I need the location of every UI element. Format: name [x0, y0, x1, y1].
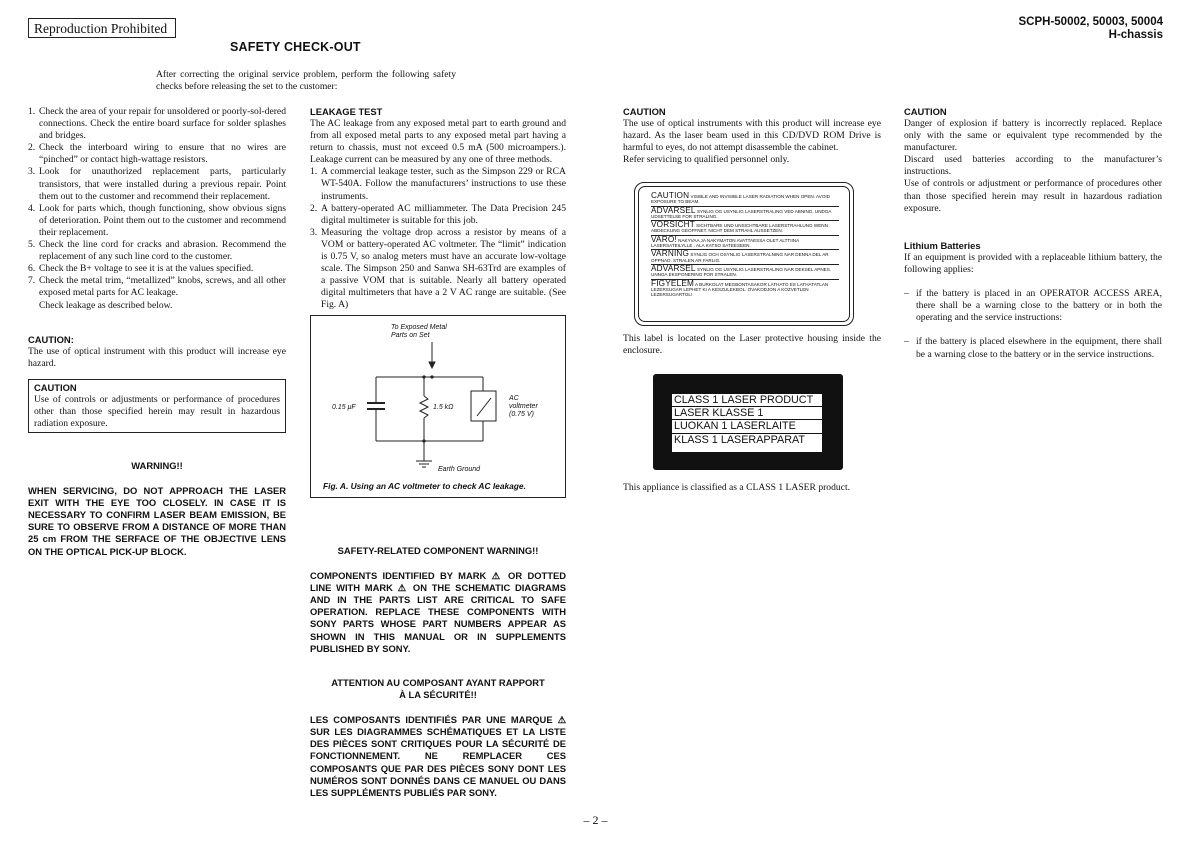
- safety-component-warning: [310, 545, 566, 655]
- lithium-list: [904, 288, 1162, 324]
- caution-text-2: Refer servicing to qualified personnel only.: [623, 154, 790, 166]
- list-item: – if the battery is placed elsewhere in the equipment, there shall be a warning close to the battery or in the service instructions.: [904, 336, 1162, 360]
- lithium-intro: If an equipment is provided with a replaceable lithium battery, the following applies:: [904, 252, 1162, 276]
- leakage-methods: [310, 166, 566, 311]
- safety-fr-heading-2: À LA SÉCURITÉ!!: [399, 689, 477, 701]
- laser-label-line: KLASS 1 LASERAPPARAT: [674, 433, 806, 446]
- warning-label-row: FIGYELEM A BURKOLAT MEGBONTASAKOR LATHATO ES LATHATATLAN LEZERSUGAR LEPHET KI A KESZULEKBOL. OVAKODJON A KOZVETLEN LEZERSUGARTOL!: [651, 278, 829, 298]
- reproduction-stamp: Reproduction Prohibited: [28, 18, 176, 38]
- voltmeter-box: [471, 391, 496, 421]
- figure-caption: Fig. A. Using an AC voltmeter to check AC leakage.: [323, 481, 526, 491]
- safety-fr-heading-1: ATTENTION AU COMPOSANT AYANT RAPPORT: [331, 677, 545, 688]
- list-item: 4. Look for parts which, though functioning, show obvious signs of deterioration. Point them out to the customer and recommend their replacement.: [28, 202, 286, 238]
- list-item: 6. Check the B+ voltage to see it is at the values specified.: [28, 263, 254, 275]
- list-item: 3. Measuring the voltage drop across a resistor by means of a VOM or battery-operated AC voltmeter. The “limit” indication is 0.75 V, so analog meters must have an accurate low-voltage scale. The Simpson 250 and Sanwa SH-63Trd are examples of a passive VOM that is suitable. Nearly all battery operated digital multimeters that have a 2 V AC range are suitable. (See Fig. A): [310, 226, 566, 311]
- junction-dot: [422, 375, 425, 378]
- voltmeter-needle: [477, 398, 491, 416]
- laser-label-line: CLASS 1 LASER PRODUCT: [672, 394, 822, 407]
- caution-optical: [28, 334, 286, 370]
- list-item: 7. Check the metal trim, “metallized” knobs, screws, and all other exposed metal parts for AC leakage.: [28, 275, 286, 299]
- warning-heading: WARNING!!: [131, 460, 183, 471]
- intro-paragraph: After correcting the original service problem, perform the following safety checks before releasing the set to the customer:: [156, 69, 456, 93]
- checklist-section: [28, 106, 286, 312]
- model-header: [1019, 16, 1164, 42]
- caution-box-text: Use of controls or adjustments or performance of procedures other than those specified herein may result in hazardous radiation exposure.: [34, 394, 280, 430]
- laser-label-line: LASER KLASSE 1: [672, 407, 822, 420]
- caution-box: [28, 379, 286, 433]
- safety-text: COMPONENTS IDENTIFIED BY MARK ⚠ OR DOTTED LINE WITH MARK ⚠ ON THE SCHEMATIC DIAGRAMS AND IN THE PARTS LIST ARE CRITICAL TO SAFE OPERATION. REPLACE THESE COMPONENTS WITH SONY PARTS WHOSE PART NUMBERS APPEAR AS SHOWN IN THIS MANUAL OR IN SUPPLEMENTS PUBLISHED BY SONY.: [310, 570, 566, 654]
- caution-text-3: Use of controls or adjustment or performance of procedures other than those specified herein may result in hazardous radiation exposure.: [904, 178, 1162, 214]
- caution-battery-section: [904, 106, 1162, 215]
- list-item: 2. A battery-operated AC milliammeter. The Data Precision 245 digital multimeter is suitable for this job.: [310, 202, 566, 226]
- list-item: – if the battery is placed in an OPERATOR ACCESS AREA, there shall be a warning close to the battery or in both the operating and the service instructions:: [904, 288, 1162, 324]
- list-item: 1. A commercial leakage tester, such as the Simpson 229 or RCA WT-540A. Follow the manufacturers’ instructions to use these instruments.: [310, 166, 566, 202]
- warning-label-row: ADVARSEL SYNLIG OG USYNLIG LASERSTRALING NAR DEKSEL APNES. UNNGA EKSPONERING FOR STRALEN.: [651, 265, 839, 280]
- caution-text-2: Discard used batteries according to the manufacturer’s instructions.: [904, 154, 1162, 178]
- label-location-note: This label is located on the Laser protective housing inside the enclosure.: [623, 333, 881, 357]
- arrow-icon: [429, 362, 435, 368]
- checklist-tail: Check leakage as described below.: [39, 299, 173, 311]
- list-item: 3. Look for unauthorized replacement parts, particularly transistors, that were installed during a previous repair. Point them out to the customer and recommend their replacement.: [28, 166, 286, 202]
- warning-label-row: VARNING SYNLIG OCH OSYNLIG LASERSTRALNING NAR DENNA DEL AR OPPNAD. STRALEN AR FARLIG.: [651, 250, 839, 265]
- page-title: SAFETY CHECK-OUT: [230, 40, 361, 54]
- lithium-list: [904, 336, 1162, 360]
- leakage-intro: The AC leakage from any exposed metal part to earth ground and from all exposed metal parts to any exposed metal part having a return to chassis, must not exceed 0.5 mA (500 microampers.). Leakage current can be measured by any one of three methods.: [310, 118, 566, 166]
- leakage-test-section: [310, 106, 566, 312]
- warning-label-row: VORSICHT SICHTBARE UND UNSICHTBARE LASERSTRAHLUNG WENN ABDECKUNG GEOFFNET. NICHT DEM STRAHL AUSSETZEN.: [651, 221, 839, 236]
- caution-text: The use of optical instruments with this product will increase eye hazard. As the laser beam used in this CD/DVD ROM Drive is harmful to eyes, do not attempt disassemble the cabinet.: [623, 118, 881, 154]
- resistor-zigzag: [420, 396, 428, 418]
- safety-fr-text: LES COMPOSANTS IDENTIFIÉS PAR UNE MARQUE ⚠ SUR LES DIAGRAMMES SCHÉMATIQUES ET LA LISTE DES PIÈCES SONT CRITIQUES POUR LA SÉCURITÉ DE FONCTIONNEMENT. NE REMPLACER CES COMPOSANTS QUE PAR DES PIÈCES SONY DONT LES NUMÉROS SONT DONNÉS DANS CE MANUEL OU DANS LES SUPPLÉMENTS PUBLIÉS PAR SONY.: [310, 714, 566, 798]
- class1-laser-label: [653, 374, 843, 470]
- class-note: This appliance is classified as a CLASS 1 LASER product.: [623, 482, 851, 493]
- page-number: – 2 –: [583, 813, 608, 827]
- list-item: 2. Check the interboard wiring to ensure that no wires are “pinched” or contact high-wattage resistors.: [28, 142, 286, 166]
- ground-label: Earth Ground: [438, 466, 481, 473]
- laser-label-line: LUOKAN 1 LASERLAITE: [672, 420, 822, 433]
- caution-text: The use of optical instrument with this product will increase eye hazard.: [28, 346, 286, 370]
- chassis-name: H-chassis: [1108, 29, 1163, 41]
- safety-heading: SAFETY-RELATED COMPONENT WARNING!!: [337, 545, 539, 556]
- figure-a: [310, 315, 566, 498]
- resistor-label: 1.5 kΩ: [433, 404, 454, 411]
- probe-label: To Exposed Metal Parts on Set: [391, 324, 447, 339]
- warning-section: [28, 460, 286, 558]
- laser-warning-label: [634, 182, 854, 326]
- voltmeter-label: AC voltmeter (0.75 V): [509, 395, 538, 418]
- warning-label-row: ADVARSEL SYNLIG OG USYNLIG LASERSTRALING VED ABNING. UNDGA UDSETTELSE FOR STRALING.: [651, 207, 839, 222]
- checklist: [28, 106, 286, 300]
- warning-label-row: CAUTION VISIBLE AND INVISIBLE LASER RADIATION WHEN OPEN. AVOID EXPOSURE TO BEAM.: [651, 192, 839, 207]
- capacitor-label: 0.15 μF: [332, 404, 356, 411]
- caution-box-heading: CAUTION: [34, 382, 77, 393]
- caution-heading: CAUTION:: [28, 334, 74, 345]
- caution-heading: CAUTION: [904, 106, 947, 117]
- leakage-heading: LEAKAGE TEST: [310, 106, 383, 117]
- junction-dot: [422, 439, 425, 442]
- caution-text-1: Danger of explosion if battery is incorrectly replaced. Replace only with the same or equivalent type recommended by the manufacturer.: [904, 118, 1162, 154]
- junction-dot: [430, 375, 433, 378]
- lithium-section: [904, 240, 1162, 361]
- caution-heading: CAUTION: [623, 106, 666, 117]
- safety-component-warning-fr: [310, 677, 566, 799]
- list-item: 5. Check the line cord for cracks and abrasion. Recommend the replacement of any such line cord to the customer.: [28, 239, 286, 263]
- model-numbers: SCPH-50002, 50003, 50004: [1018, 16, 1163, 28]
- warning-text: WHEN SERVICING, DO NOT APPROACH THE LASER EXIT WITH THE EYE TOO CLOSELY. IN CASE IT IS NECESSARY TO CONFIRM LASER BEAM EMISSION, BE SURE TO OBSERVE FROM A DISTANCE OF MORE THAN 25 cm FROM THE SERFACE OF THE OBJECTIVE LENS ON THE OPTICAL PICK-UP BLOCK.: [28, 485, 286, 557]
- caution-laser-section: [623, 106, 881, 166]
- lithium-heading: Lithium Batteries: [904, 240, 981, 251]
- list-item: 1. Check the area of your repair for unsoldered or poorly-sol-dered connections. Check the entire board surface for solder splashes and bridges.: [28, 106, 286, 142]
- warning-label-row: VARO! NAKYVAA JA NAKYMATON AVATTAESSA OLET ALTTIINA LASERSATEILYLLE . ALA KATSO SATEESEEN.: [651, 236, 839, 251]
